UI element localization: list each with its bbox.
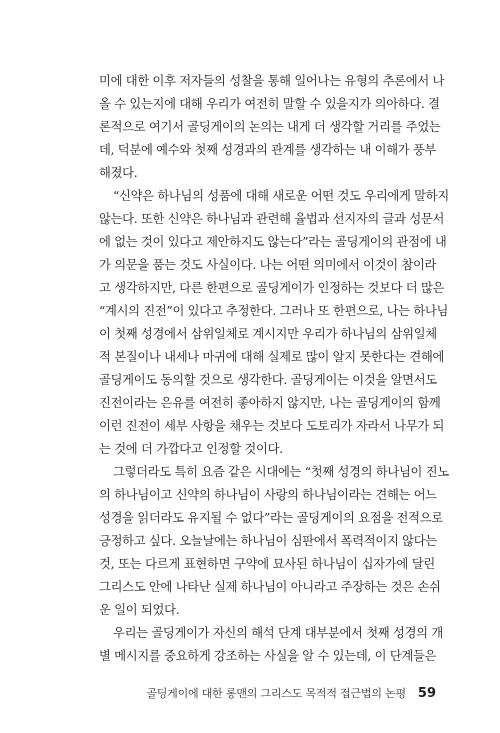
text-line: 데, 덕분에 예수와 첫째 성경과의 관계를 생각하는 내 이해가 풍부 (99, 143, 437, 157)
text-line: 적 본질이나 내세나 마귀에 대해 실제로 많이 알지 못한다는 견해에 (99, 350, 445, 364)
text-line: 긍정하고 싶다. 오늘날에는 하나님이 심판에서 폭력적이지 않다는 (99, 534, 437, 548)
text-line: 이런 진전이 세부 사항을 채우는 것보다 도토리가 자라서 나무가 되 (99, 419, 445, 433)
text-line: 별 메시지를 중요하게 강조하는 사실을 알 수 있는데, 이 단계들은 (99, 649, 437, 663)
paragraph-start-line: “신약은 하나님의 성품에 대해 새로운 어떤 것도 우리에게 말하지 (113, 189, 449, 203)
text-line: 운 일이 되었다. (99, 603, 180, 617)
text-line: 해졌다. (99, 166, 138, 180)
text-line: 에 없는 것이 있다고 제안하지도 않는다”라는 골딩게이의 관점에 내 (99, 235, 447, 249)
paragraph-start-line: 그렇더라도 특히 요즘 같은 시대에는 “첫째 성경의 하나님이 진노 (113, 465, 449, 479)
text-line: 진전이라는 은유를 여전히 좋아하지 않지만, 나는 골딩게이의 함께 (99, 396, 441, 410)
paragraph-start-line: 우리는 골딩게이가 자신의 해석 단계 대부분에서 첫째 성경의 개 (113, 626, 443, 640)
body-text (99, 70, 449, 668)
text-line: 미에 대한 이후 저자들의 성찰을 통해 일어나는 유형의 추론에서 나 (99, 74, 445, 88)
text-line: “계시의 진전”이 있다고 추정한다. 그러나 또 한편으로, 나는 하나님 (99, 304, 449, 318)
text-line: 고 생각하지만, 다른 한편으로 골딩게이가 인정하는 것보다 더 많은 (99, 281, 445, 295)
text-line: 론적으로 여기서 골딩게이의 논의는 내게 더 생각할 거리를 주었는 (99, 120, 441, 134)
text-line: 는 것에 더 가깝다고 인정할 것이다. (99, 442, 283, 456)
text-line: 이 첫째 성경에서 삼위일체로 계시지만 우리가 하나님의 삼위일체 (99, 327, 437, 341)
page-number: 59 (417, 686, 436, 701)
text-line: 가 의문을 품는 것도 사실이다. 나는 어떤 의미에서 이것이 참이라 (99, 258, 437, 272)
page-footer (0, 685, 436, 701)
text-line: 골딩게이도 동의할 것으로 생각한다. 골딩게이는 이것을 알면서도 (99, 373, 437, 387)
running-head: 골딩게이에 대한 롱맨의 그리스도 목적적 접근법의 논평 (146, 687, 406, 700)
text-line: 않는다. 또한 신약은 하나님과 관련해 율법과 선지자의 글과 성문서 (99, 212, 445, 226)
text-line: 성경을 읽더라도 유지될 수 없다”라는 골딩게이의 요점을 전적으로 (99, 511, 443, 525)
text-line: 의 하나님이고 신약의 하나님이 사랑의 하나님이라는 견해는 어느 (99, 488, 437, 502)
text-line: 그리스도 안에 나타난 실제 하나님이 아니라고 주장하는 것은 손쉬 (99, 580, 441, 594)
text-line: 것, 또는 다르게 표현하면 구약에 묘사된 하나님이 십자가에 달린 (99, 557, 435, 571)
text-line: 올 수 있는지에 대해 우리가 여전히 말할 수 있을지가 의아하다. 결 (99, 97, 440, 111)
